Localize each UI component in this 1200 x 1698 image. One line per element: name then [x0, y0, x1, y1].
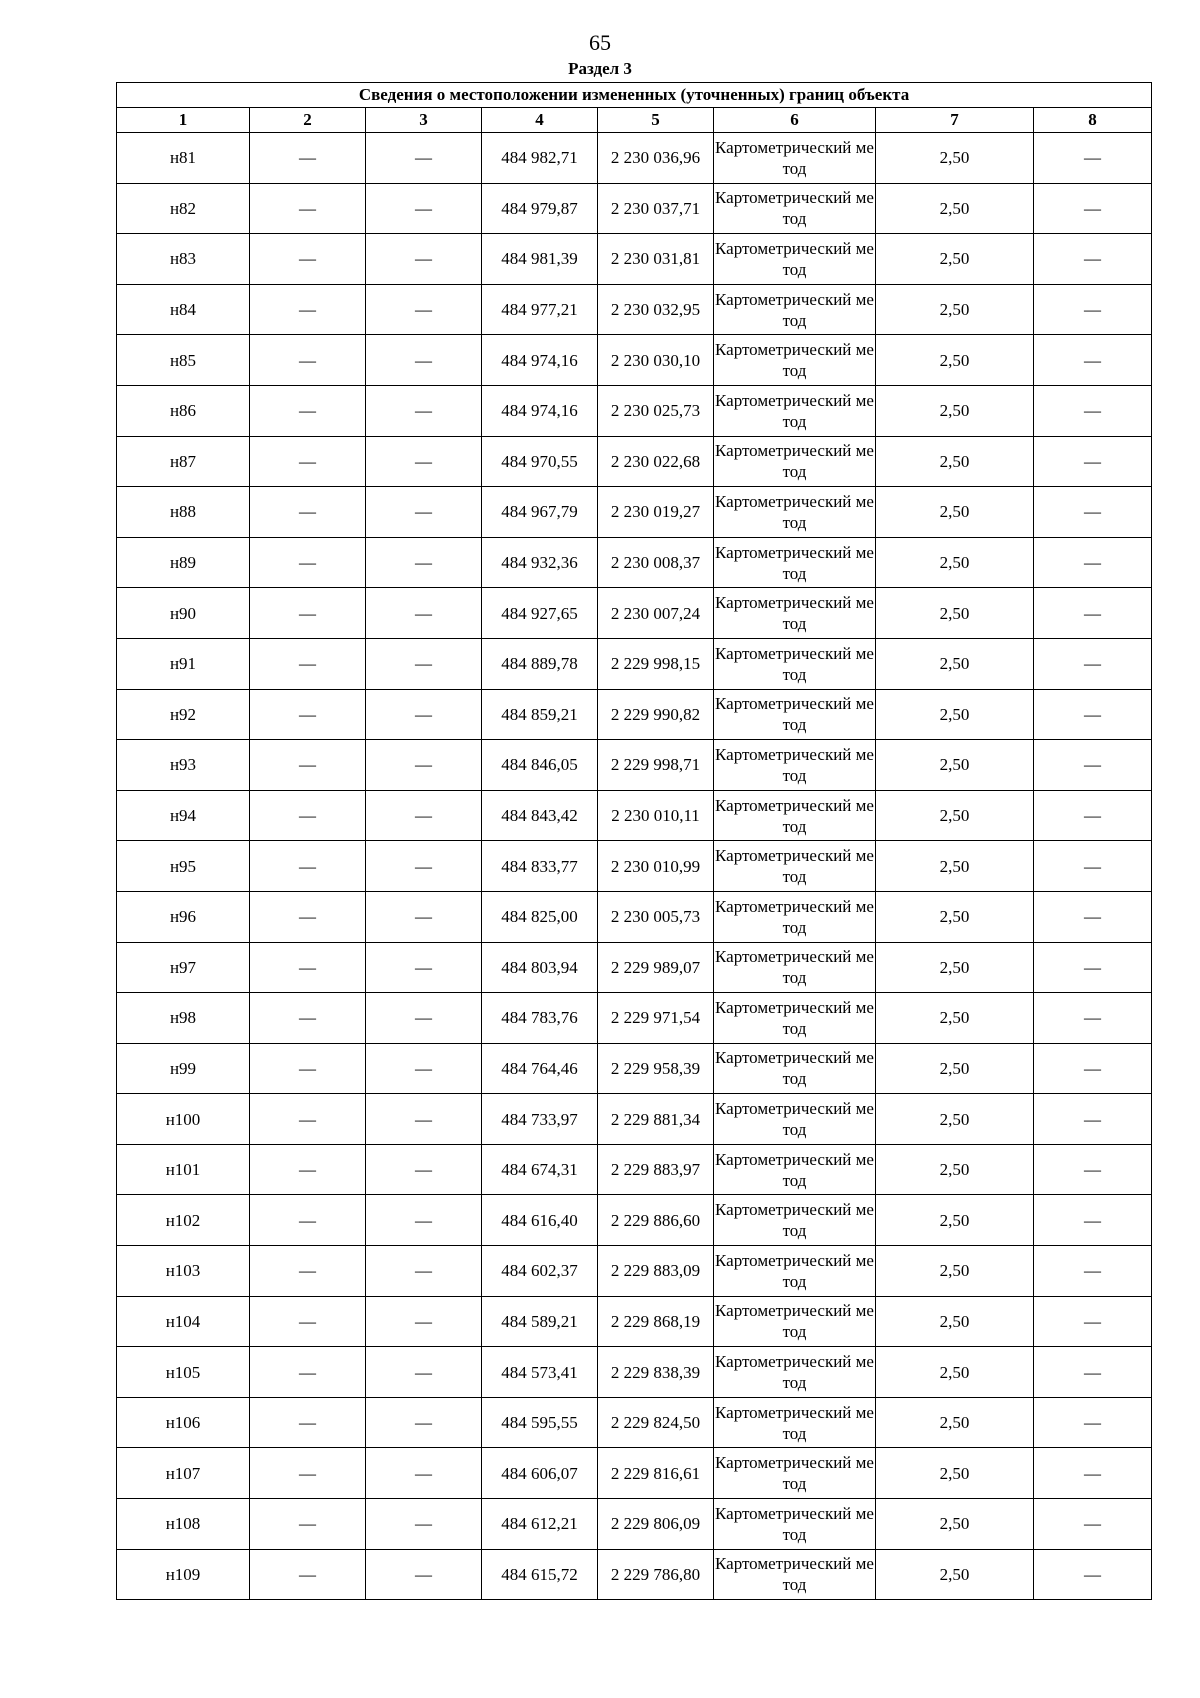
cell-col3: — — [366, 1499, 482, 1550]
accuracy-cell: 2,50 — [876, 537, 1034, 588]
coord-y-cell: 2 230 030,10 — [598, 335, 714, 386]
method-cell: Картометрический метод — [714, 1144, 876, 1195]
table-row — [117, 891, 1152, 942]
cell-col3: — — [366, 385, 482, 436]
cell-col3: — — [366, 993, 482, 1044]
table-row — [117, 284, 1152, 335]
cell-col8: — — [1034, 1397, 1152, 1448]
coord-y-cell: 2 230 008,37 — [598, 537, 714, 588]
point-number-cell: н90 — [117, 588, 250, 639]
cell-col3: — — [366, 1549, 482, 1600]
accuracy-cell: 2,50 — [876, 1043, 1034, 1094]
method-cell: Картометрический метод — [714, 588, 876, 639]
cell-col3: — — [366, 487, 482, 538]
coord-y-cell: 2 229 868,19 — [598, 1296, 714, 1347]
cell-col2: — — [250, 790, 366, 841]
point-number-cell: н109 — [117, 1549, 250, 1600]
accuracy-cell: 2,50 — [876, 993, 1034, 1044]
coord-x-cell: 484 764,46 — [482, 1043, 598, 1094]
table-row — [117, 234, 1152, 285]
accuracy-cell: 2,50 — [876, 588, 1034, 639]
point-number-cell: н91 — [117, 638, 250, 689]
coord-x-cell: 484 825,00 — [482, 891, 598, 942]
accuracy-cell: 2,50 — [876, 689, 1034, 740]
method-cell: Картометрический метод — [714, 1296, 876, 1347]
table-row — [117, 1448, 1152, 1499]
method-cell: Картометрический метод — [714, 487, 876, 538]
point-number-cell: н96 — [117, 891, 250, 942]
cell-col8: — — [1034, 1195, 1152, 1246]
cell-col3: — — [366, 234, 482, 285]
method-cell: Картометрический метод — [714, 689, 876, 740]
cell-col2: — — [250, 1347, 366, 1398]
coord-y-cell: 2 229 806,09 — [598, 1499, 714, 1550]
column-header: 7 — [876, 108, 1034, 133]
cell-col8: — — [1034, 183, 1152, 234]
point-number-cell: н104 — [117, 1296, 250, 1347]
cell-col8: — — [1034, 1347, 1152, 1398]
accuracy-cell: 2,50 — [876, 1144, 1034, 1195]
column-header: 2 — [250, 108, 366, 133]
accuracy-cell: 2,50 — [876, 487, 1034, 538]
cell-col2: — — [250, 385, 366, 436]
coord-y-cell: 2 230 005,73 — [598, 891, 714, 942]
method-cell: Картометрический метод — [714, 436, 876, 487]
column-header: 3 — [366, 108, 482, 133]
table-row — [117, 588, 1152, 639]
method-cell: Картометрический метод — [714, 1043, 876, 1094]
table-row — [117, 1144, 1152, 1195]
cell-col2: — — [250, 841, 366, 892]
table-row — [117, 537, 1152, 588]
method-cell: Картометрический метод — [714, 385, 876, 436]
table-row — [117, 1296, 1152, 1347]
method-cell: Картометрический метод — [714, 1246, 876, 1297]
cell-col2: — — [250, 588, 366, 639]
coord-y-cell: 2 229 786,80 — [598, 1549, 714, 1600]
cell-col8: — — [1034, 133, 1152, 184]
cell-col3: — — [366, 841, 482, 892]
coord-x-cell: 484 967,79 — [482, 487, 598, 538]
point-number-cell: н83 — [117, 234, 250, 285]
table-row — [117, 1246, 1152, 1297]
accuracy-cell: 2,50 — [876, 841, 1034, 892]
method-cell: Картометрический метод — [714, 537, 876, 588]
cell-col2: — — [250, 740, 366, 791]
cell-col3: — — [366, 1448, 482, 1499]
accuracy-cell: 2,50 — [876, 133, 1034, 184]
cell-col8: — — [1034, 1499, 1152, 1550]
table-row — [117, 1195, 1152, 1246]
point-number-cell: н95 — [117, 841, 250, 892]
method-cell: Картометрический метод — [714, 1448, 876, 1499]
coord-x-cell: 484 573,41 — [482, 1347, 598, 1398]
column-header-row — [117, 108, 1152, 133]
method-cell: Картометрический метод — [714, 1397, 876, 1448]
coord-x-cell: 484 981,39 — [482, 234, 598, 285]
method-cell: Картометрический метод — [714, 133, 876, 184]
accuracy-cell: 2,50 — [876, 1448, 1034, 1499]
cell-col2: — — [250, 1549, 366, 1600]
cell-col3: — — [366, 588, 482, 639]
coord-x-cell: 484 982,71 — [482, 133, 598, 184]
coord-x-cell: 484 615,72 — [482, 1549, 598, 1600]
section-title: Раздел 3 — [568, 59, 632, 78]
cell-col3: — — [366, 689, 482, 740]
coord-x-cell: 484 733,97 — [482, 1094, 598, 1145]
method-cell: Картометрический метод — [714, 942, 876, 993]
accuracy-cell: 2,50 — [876, 891, 1034, 942]
method-cell: Картометрический метод — [714, 234, 876, 285]
method-cell: Картометрический метод — [714, 1549, 876, 1600]
point-number-cell: н85 — [117, 335, 250, 386]
accuracy-cell: 2,50 — [876, 790, 1034, 841]
cell-col2: — — [250, 487, 366, 538]
cell-col2: — — [250, 335, 366, 386]
accuracy-cell: 2,50 — [876, 183, 1034, 234]
coord-x-cell: 484 606,07 — [482, 1448, 598, 1499]
point-number-cell: н88 — [117, 487, 250, 538]
table-row — [117, 133, 1152, 184]
cell-col3: — — [366, 1094, 482, 1145]
point-number-cell: н87 — [117, 436, 250, 487]
coord-x-cell: 484 927,65 — [482, 588, 598, 639]
point-number-cell: н82 — [117, 183, 250, 234]
coord-x-cell: 484 974,16 — [482, 385, 598, 436]
coord-y-cell: 2 229 824,50 — [598, 1397, 714, 1448]
point-number-cell: н92 — [117, 689, 250, 740]
table-row — [117, 689, 1152, 740]
point-number-cell: н103 — [117, 1246, 250, 1297]
point-number-cell: н97 — [117, 942, 250, 993]
table-body — [117, 133, 1152, 1600]
cell-col2: — — [250, 284, 366, 335]
cell-col3: — — [366, 1043, 482, 1094]
coord-y-cell: 2 230 025,73 — [598, 385, 714, 436]
cell-col2: — — [250, 891, 366, 942]
accuracy-cell: 2,50 — [876, 284, 1034, 335]
accuracy-cell: 2,50 — [876, 1094, 1034, 1145]
cell-col8: — — [1034, 1246, 1152, 1297]
cell-col8: — — [1034, 993, 1152, 1044]
coord-y-cell: 2 230 010,11 — [598, 790, 714, 841]
cell-col8: — — [1034, 1144, 1152, 1195]
point-number-cell: н107 — [117, 1448, 250, 1499]
coord-x-cell: 484 970,55 — [482, 436, 598, 487]
cell-col8: — — [1034, 740, 1152, 791]
cell-col3: — — [366, 638, 482, 689]
coord-x-cell: 484 616,40 — [482, 1195, 598, 1246]
cell-col2: — — [250, 436, 366, 487]
cell-col3: — — [366, 133, 482, 184]
coord-y-cell: 2 229 883,97 — [598, 1144, 714, 1195]
coord-x-cell: 484 974,16 — [482, 335, 598, 386]
cell-col3: — — [366, 740, 482, 791]
accuracy-cell: 2,50 — [876, 1549, 1034, 1600]
cell-col2: — — [250, 234, 366, 285]
column-header: 1 — [117, 108, 250, 133]
cell-col2: — — [250, 1246, 366, 1297]
cell-col2: — — [250, 1296, 366, 1347]
coord-y-cell: 2 229 886,60 — [598, 1195, 714, 1246]
cell-col2: — — [250, 1094, 366, 1145]
point-number-cell: н101 — [117, 1144, 250, 1195]
coord-x-cell: 484 859,21 — [482, 689, 598, 740]
table-row — [117, 183, 1152, 234]
cell-col8: — — [1034, 487, 1152, 538]
cell-col2: — — [250, 1448, 366, 1499]
coord-x-cell: 484 602,37 — [482, 1246, 598, 1297]
coord-y-cell: 2 230 007,24 — [598, 588, 714, 639]
coord-x-cell: 484 889,78 — [482, 638, 598, 689]
method-cell: Картометрический метод — [714, 790, 876, 841]
table-row — [117, 638, 1152, 689]
method-cell: Картометрический метод — [714, 740, 876, 791]
coord-y-cell: 2 229 998,71 — [598, 740, 714, 791]
table-row — [117, 993, 1152, 1044]
table-row — [117, 436, 1152, 487]
point-number-cell: н105 — [117, 1347, 250, 1398]
cell-col8: — — [1034, 335, 1152, 386]
cell-col3: — — [366, 1195, 482, 1246]
table-row — [117, 487, 1152, 538]
cell-col8: — — [1034, 841, 1152, 892]
method-cell: Картометрический метод — [714, 1195, 876, 1246]
point-number-cell: н100 — [117, 1094, 250, 1145]
cell-col2: — — [250, 1499, 366, 1550]
table-row — [117, 1397, 1152, 1448]
cell-col8: — — [1034, 1549, 1152, 1600]
coord-y-cell: 2 230 022,68 — [598, 436, 714, 487]
coord-x-cell: 484 932,36 — [482, 537, 598, 588]
cell-col2: — — [250, 638, 366, 689]
accuracy-cell: 2,50 — [876, 740, 1034, 791]
cell-col8: — — [1034, 689, 1152, 740]
coord-y-cell: 2 230 032,95 — [598, 284, 714, 335]
point-number-cell: н86 — [117, 385, 250, 436]
coord-y-cell: 2 230 037,71 — [598, 183, 714, 234]
method-cell: Картометрический метод — [714, 183, 876, 234]
accuracy-cell: 2,50 — [876, 1499, 1034, 1550]
method-cell: Картометрический метод — [714, 335, 876, 386]
cell-col8: — — [1034, 284, 1152, 335]
cell-col8: — — [1034, 385, 1152, 436]
coord-x-cell: 484 589,21 — [482, 1296, 598, 1347]
cell-col3: — — [366, 1347, 482, 1398]
coord-y-cell: 2 229 990,82 — [598, 689, 714, 740]
cell-col2: — — [250, 133, 366, 184]
cell-col3: — — [366, 1144, 482, 1195]
coord-x-cell: 484 612,21 — [482, 1499, 598, 1550]
table-row — [117, 740, 1152, 791]
coord-y-cell: 2 229 998,15 — [598, 638, 714, 689]
point-number-cell: н102 — [117, 1195, 250, 1246]
cell-col8: — — [1034, 588, 1152, 639]
cell-col3: — — [366, 335, 482, 386]
accuracy-cell: 2,50 — [876, 1195, 1034, 1246]
column-header: 5 — [598, 108, 714, 133]
cell-col3: — — [366, 284, 482, 335]
table-row — [117, 841, 1152, 892]
coord-x-cell: 484 979,87 — [482, 183, 598, 234]
page-number: 65 — [589, 30, 611, 55]
column-header: 4 — [482, 108, 598, 133]
cell-col2: — — [250, 537, 366, 588]
coord-x-cell: 484 843,42 — [482, 790, 598, 841]
cell-col2: — — [250, 993, 366, 1044]
coord-y-cell: 2 229 989,07 — [598, 942, 714, 993]
cell-col3: — — [366, 183, 482, 234]
accuracy-cell: 2,50 — [876, 638, 1034, 689]
table-row — [117, 1347, 1152, 1398]
coord-y-cell: 2 230 031,81 — [598, 234, 714, 285]
table-row — [117, 385, 1152, 436]
method-cell: Картометрический метод — [714, 841, 876, 892]
table-row — [117, 1043, 1152, 1094]
point-number-cell: н89 — [117, 537, 250, 588]
coord-y-cell: 2 229 883,09 — [598, 1246, 714, 1297]
cell-col2: — — [250, 942, 366, 993]
cell-col8: — — [1034, 1448, 1152, 1499]
cell-col3: — — [366, 1296, 482, 1347]
table-row — [117, 790, 1152, 841]
coord-x-cell: 484 846,05 — [482, 740, 598, 791]
point-number-cell: н94 — [117, 790, 250, 841]
coord-y-cell: 2 230 036,96 — [598, 133, 714, 184]
cell-col8: — — [1034, 1296, 1152, 1347]
table-row — [117, 1549, 1152, 1600]
coord-x-cell: 484 783,76 — [482, 993, 598, 1044]
accuracy-cell: 2,50 — [876, 335, 1034, 386]
cell-col3: — — [366, 891, 482, 942]
table-row — [117, 335, 1152, 386]
point-number-cell: н108 — [117, 1499, 250, 1550]
method-cell: Картометрический метод — [714, 284, 876, 335]
coord-y-cell: 2 230 019,27 — [598, 487, 714, 538]
point-number-cell: н98 — [117, 993, 250, 1044]
point-number-cell: н93 — [117, 740, 250, 791]
cell-col8: — — [1034, 436, 1152, 487]
table-row — [117, 1499, 1152, 1550]
table-row — [117, 942, 1152, 993]
coord-y-cell: 2 229 881,34 — [598, 1094, 714, 1145]
cell-col8: — — [1034, 1043, 1152, 1094]
cell-col3: — — [366, 1397, 482, 1448]
method-cell: Картометрический метод — [714, 993, 876, 1044]
cell-col3: — — [366, 942, 482, 993]
coord-y-cell: 2 229 838,39 — [598, 1347, 714, 1398]
accuracy-cell: 2,50 — [876, 1347, 1034, 1398]
accuracy-cell: 2,50 — [876, 1246, 1034, 1297]
accuracy-cell: 2,50 — [876, 1397, 1034, 1448]
coord-x-cell: 484 595,55 — [482, 1397, 598, 1448]
coord-y-cell: 2 229 971,54 — [598, 993, 714, 1044]
method-cell: Картометрический метод — [714, 638, 876, 689]
table-row — [117, 1094, 1152, 1145]
cell-col2: — — [250, 1195, 366, 1246]
coord-x-cell: 484 803,94 — [482, 942, 598, 993]
cell-col8: — — [1034, 891, 1152, 942]
coord-y-cell: 2 230 010,99 — [598, 841, 714, 892]
accuracy-cell: 2,50 — [876, 385, 1034, 436]
method-cell: Картометрический метод — [714, 1499, 876, 1550]
point-number-cell: н99 — [117, 1043, 250, 1094]
coord-y-cell: 2 229 958,39 — [598, 1043, 714, 1094]
method-cell: Картометрический метод — [714, 1094, 876, 1145]
cell-col3: — — [366, 436, 482, 487]
accuracy-cell: 2,50 — [876, 234, 1034, 285]
cell-col8: — — [1034, 638, 1152, 689]
method-cell: Картометрический метод — [714, 1347, 876, 1398]
cell-col8: — — [1034, 790, 1152, 841]
cell-col8: — — [1034, 942, 1152, 993]
table-caption: Сведения о местоположении измененных (уточненных) границ объекта — [117, 83, 1152, 108]
cell-col3: — — [366, 537, 482, 588]
point-number-cell: н106 — [117, 1397, 250, 1448]
cell-col2: — — [250, 1043, 366, 1094]
accuracy-cell: 2,50 — [876, 1296, 1034, 1347]
cell-col2: — — [250, 689, 366, 740]
coord-y-cell: 2 229 816,61 — [598, 1448, 714, 1499]
boundary-table — [116, 82, 1152, 1600]
cell-col2: — — [250, 1397, 366, 1448]
accuracy-cell: 2,50 — [876, 436, 1034, 487]
method-cell: Картометрический метод — [714, 891, 876, 942]
cell-col2: — — [250, 1144, 366, 1195]
cell-col8: — — [1034, 234, 1152, 285]
coord-x-cell: 484 674,31 — [482, 1144, 598, 1195]
coord-x-cell: 484 977,21 — [482, 284, 598, 335]
cell-col2: — — [250, 183, 366, 234]
coord-x-cell: 484 833,77 — [482, 841, 598, 892]
cell-col8: — — [1034, 537, 1152, 588]
column-header: 6 — [714, 108, 876, 133]
point-number-cell: н84 — [117, 284, 250, 335]
cell-col3: — — [366, 790, 482, 841]
cell-col8: — — [1034, 1094, 1152, 1145]
accuracy-cell: 2,50 — [876, 942, 1034, 993]
column-header: 8 — [1034, 108, 1152, 133]
cell-col3: — — [366, 1246, 482, 1297]
point-number-cell: н81 — [117, 133, 250, 184]
